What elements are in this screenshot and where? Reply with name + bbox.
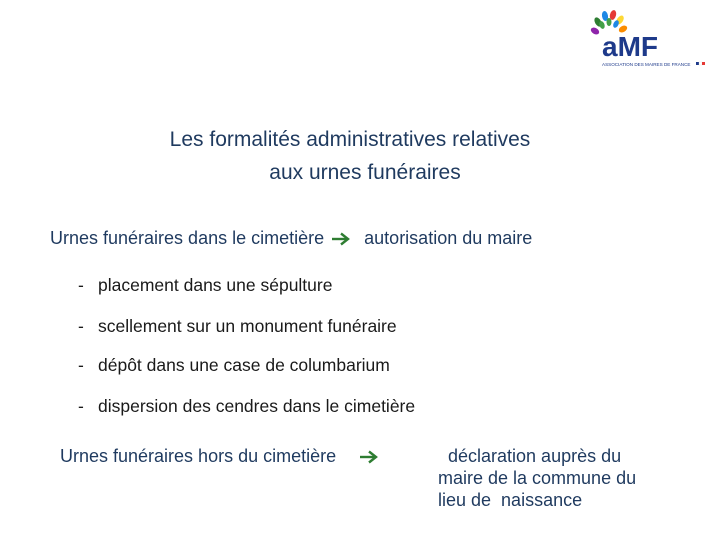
section-outside-heading bbox=[60, 445, 389, 467]
list-item-text: scellement sur un monument funéraire bbox=[98, 316, 397, 336]
right-arrow-icon bbox=[331, 232, 351, 246]
section-cemetery-heading bbox=[50, 227, 532, 249]
logo-tagline: ASSOCIATION DES MAIRES DE FRANCE bbox=[602, 62, 691, 67]
list-item: - dépôt dans une case de columbarium bbox=[78, 355, 390, 375]
list-item-text: placement dans une sépulture bbox=[98, 275, 333, 295]
list-item: - placement dans une sépulture bbox=[78, 275, 333, 295]
section-outside-result bbox=[438, 445, 636, 511]
result-line: maire de la commune du bbox=[438, 468, 637, 488]
list-item-text: dépôt dans une case de columbarium bbox=[98, 355, 390, 375]
page-title-line-2: aux urnes funéraires bbox=[269, 161, 461, 184]
list-item: - scellement sur un monument funéraire bbox=[78, 316, 397, 336]
page-title-line-1: Les formalités administratives relatives bbox=[169, 128, 531, 151]
right-arrow-icon bbox=[359, 450, 381, 464]
list-item: - dispersion des cendres dans le cimetière bbox=[78, 396, 416, 416]
result-line: déclaration auprès du bbox=[448, 446, 622, 466]
list-item-text: dispersion des cendres dans le cimetière bbox=[98, 396, 416, 416]
logo-wordmark: aMF bbox=[602, 31, 658, 62]
amf-logo-graphic bbox=[588, 10, 710, 72]
section-cemetery-result: autorisation du maire bbox=[364, 228, 533, 248]
amf-logo bbox=[588, 10, 710, 72]
result-line: lieu de naissance bbox=[438, 490, 583, 510]
section-cemetery-label: Urnes funéraires dans le cimetière bbox=[50, 228, 325, 248]
section-outside-label: Urnes funéraires hors du cimetière bbox=[60, 446, 337, 466]
